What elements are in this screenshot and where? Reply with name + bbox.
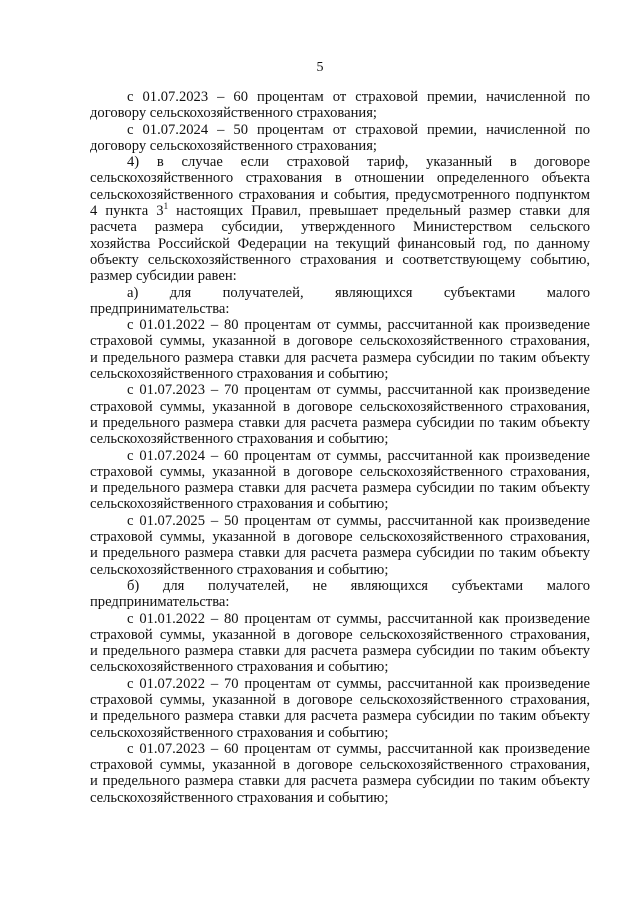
document-body <box>90 89 590 806</box>
text-line: сельскохозяйственного страхования и событию; <box>90 659 389 676</box>
text-line: с 01.07.2024 – 60 процентам от суммы, рассчитанной как произведение <box>127 447 590 464</box>
text-line: с 01.01.2022 – 80 процентам от суммы, рассчитанной как произведение <box>127 610 590 627</box>
text-line: и предельного размера ставки для расчета размера субсидии по таким объекту <box>90 480 590 497</box>
text-line: сельскохозяйственного страхования и событию; <box>90 561 389 578</box>
text-line: страховой суммы, указанной в договоре сельскохозяйственного страхования, <box>90 757 590 774</box>
text-line: и предельного размера ставки для расчета размера субсидии по таким объекту <box>90 545 590 562</box>
text-line: сельскохозяйственного страхования и событию; <box>90 431 389 448</box>
text-line: и предельного размера ставки для расчета размера субсидии по таким объекту <box>90 643 590 660</box>
text-line: страховой суммы, указанной в договоре сельскохозяйственного страхования, <box>90 691 590 708</box>
text-line: сельскохозяйственного страхования и события, предусмотренного подпунктом <box>90 186 590 203</box>
text-line: договору сельскохозяйственного страхования; <box>90 105 377 122</box>
superscript: 1 <box>163 201 169 212</box>
text-line: предпринимательства: <box>90 300 230 317</box>
text-line: расчета размера субсидии, утвержденного Министерством сельского <box>90 219 590 236</box>
text-line: объекту сельскохозяйственного страхования и соответствующему событию, <box>90 251 590 268</box>
text-line: размер субсидии равен: <box>90 268 237 285</box>
text-line: сельскохозяйственного страхования в отношении определенного объекта <box>90 170 590 187</box>
text-line: хозяйства Российской Федерации на текущий финансовый год, по данному <box>90 235 590 252</box>
text-line: страховой суммы, указанной в договоре сельскохозяйственного страхования, <box>90 463 590 480</box>
text-line: и предельного размера ставки для расчета размера субсидии по таким объекту <box>90 349 590 366</box>
text-line: предпринимательства: <box>90 594 230 611</box>
text-line: и предельного размера ставки для расчета размера субсидии по таким объекту <box>90 414 590 431</box>
text-line: и предельного размера ставки для расчета размера субсидии по таким объекту <box>90 708 590 725</box>
text-line: страховой суммы, указанной в договоре сельскохозяйственного страхования, <box>90 333 590 350</box>
text-line: с 01.07.2023 – 60 процентам от суммы, рассчитанной как произведение <box>127 740 590 757</box>
text-line: договору сельскохозяйственного страхования; <box>90 137 377 154</box>
text-line: с 01.07.2025 – 50 процентам от суммы, рассчитанной как произведение <box>127 512 590 529</box>
text-line: с 01.07.2023 – 60 процентам от страховой премии, начисленной по <box>127 89 590 105</box>
text-line: б) для получателей, не являющихся субъектами малого <box>127 577 590 594</box>
text-line: страховой суммы, указанной в договоре сельскохозяйственного страхования, <box>90 398 590 415</box>
text-line: сельскохозяйственного страхования и событию; <box>90 724 389 741</box>
text-line: 4) в случае если страховой тариф, указанный в договоре <box>127 154 590 171</box>
text-line: страховой суммы, указанной в договоре сельскохозяйственного страхования, <box>90 626 590 643</box>
text-line: а) для получателей, являющихся субъектами малого <box>127 284 590 301</box>
page-number: 5 <box>316 60 324 75</box>
text-line: с 01.07.2022 – 70 процентам от суммы, рассчитанной как произведение <box>127 675 590 692</box>
text-line: сельскохозяйственного страхования и событию; <box>90 496 389 513</box>
text-line: с 01.07.2024 – 50 процентам от страховой премии, начисленной по <box>127 121 590 138</box>
text-line: страховой суммы, указанной в договоре сельскохозяйственного страхования, <box>90 529 590 546</box>
text-line: сельскохозяйственного страхования и событию; <box>90 789 389 806</box>
text-line: сельскохозяйственного страхования и событию; <box>90 366 389 383</box>
text-line: с 01.07.2023 – 70 процентам от суммы, рассчитанной как произведение <box>127 382 590 399</box>
text-line: и предельного размера ставки для расчета размера субсидии по таким объекту <box>90 773 590 790</box>
text-line: 4 пункта $3^1$ настоящих Правил, превышает предельный размер ставки для <box>90 201 590 220</box>
text-line: с 01.01.2022 – 80 процентам от суммы, рассчитанной как произведение <box>127 317 590 334</box>
